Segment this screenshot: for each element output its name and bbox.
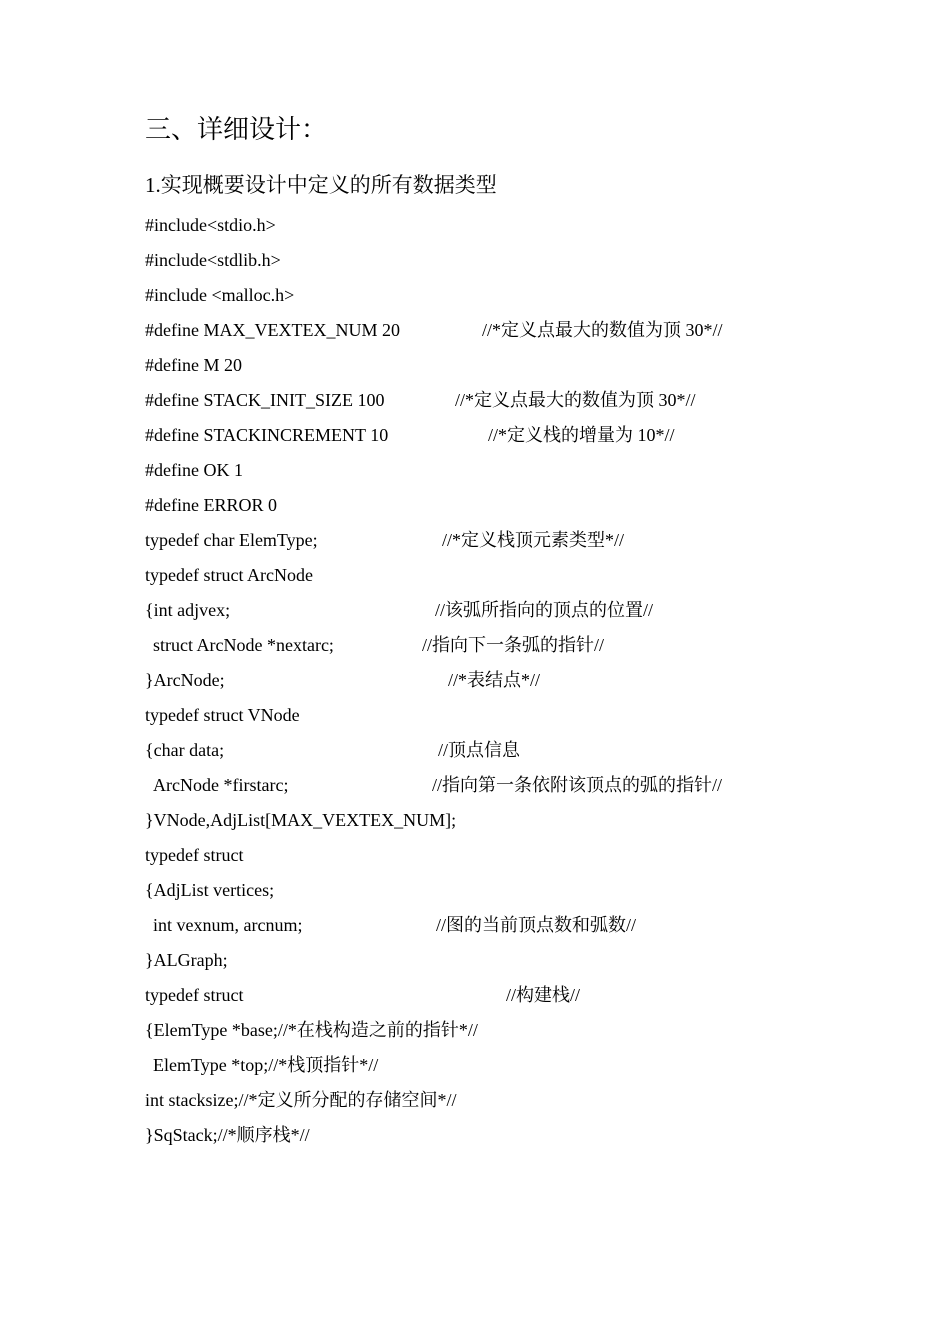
code-text: #define OK 1 <box>145 460 243 480</box>
code-comment: //*表结点*// <box>448 670 541 690</box>
code-text: typedef struct <box>145 845 244 865</box>
code-text: struct ArcNode *nextarc; <box>153 635 334 655</box>
code-comment: //构建栈// <box>506 985 581 1005</box>
code-text: {int adjvex; <box>145 600 231 620</box>
code-text: typedef struct ArcNode <box>145 565 313 585</box>
code-text: }VNode,AdjList[MAX_VEXTEX_NUM]; <box>145 810 457 830</box>
code-comment: //*定义点最大的数值为顶 30*// <box>455 390 696 410</box>
code-comment: //指向下一条弧的指针// <box>422 635 605 655</box>
code-text: #define STACKINCREMENT 10 <box>145 425 389 445</box>
code-comment: //指向第一条依附该顶点的弧的指针// <box>432 775 723 795</box>
section-title: 三、详细设计： <box>145 115 328 144</box>
code-text: int vexnum, arcnum; <box>153 915 303 935</box>
code-text: #define STACK_INIT_SIZE 100 <box>145 390 385 410</box>
code-text: {AdjList vertices; <box>145 880 275 900</box>
code-text: {char data; <box>145 740 225 760</box>
code-comment: //顶点信息 <box>438 740 521 760</box>
code-comment: //*定义点最大的数值为顶 30*// <box>482 320 723 340</box>
code-comment: //*定义栈的增量为 10*// <box>488 425 675 445</box>
code-text: ArcNode *firstarc; <box>153 775 289 795</box>
code-text: }ALGraph; <box>145 950 228 970</box>
code-text: #include <malloc.h> <box>145 285 295 305</box>
code-text: ElemType *top;//*栈顶指针*// <box>153 1055 379 1075</box>
code-comment: //*定义栈顶元素类型*// <box>442 530 625 550</box>
code-text: int stacksize;//*定义所分配的存储空间*// <box>145 1090 457 1110</box>
code-text: #include<stdlib.h> <box>145 250 281 270</box>
code-text: typedef struct <box>145 985 244 1005</box>
code-text: #define ERROR 0 <box>145 495 277 515</box>
code-text: typedef struct VNode <box>145 705 300 725</box>
code-text: {ElemType *base;//*在栈构造之前的指针*// <box>145 1020 478 1040</box>
code-text: #define MAX_VEXTEX_NUM 20 <box>145 320 400 340</box>
code-text: }SqStack;//*顺序栈*// <box>145 1125 310 1145</box>
code-text: }ArcNode; <box>145 670 225 690</box>
code-comment: //图的当前顶点数和弧数// <box>436 915 637 935</box>
code-text: #include<stdio.h> <box>145 215 276 235</box>
code-text: #define M 20 <box>145 355 242 375</box>
code-text: typedef char ElemType; <box>145 530 318 550</box>
code-comment: //该弧所指向的顶点的位置// <box>435 600 654 620</box>
subsection-title: 1.实现概要设计中定义的所有数据类型 <box>145 173 497 197</box>
